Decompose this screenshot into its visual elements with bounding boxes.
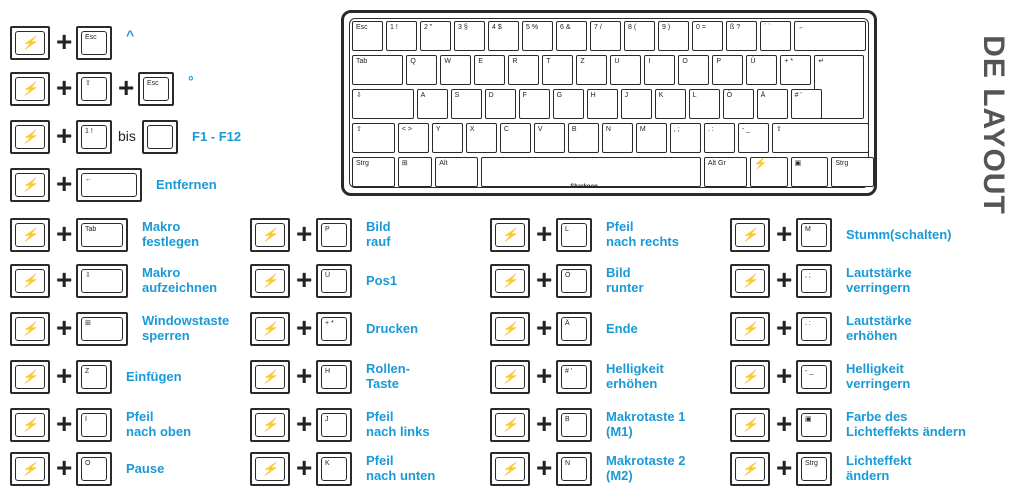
keycap [76, 218, 128, 252]
shortcut-label: Pfeil nach unten [366, 453, 436, 483]
fn-key-icon [490, 312, 530, 346]
keycap [316, 452, 352, 486]
kb-key-label: V [537, 126, 543, 133]
fn-key-icon [10, 264, 50, 298]
kb-key-label: Strg [356, 160, 369, 167]
kb-key-label: 0 = [696, 24, 706, 31]
kb-key-label: J [624, 92, 629, 99]
fn-key-icon [250, 408, 290, 442]
kb-key [519, 89, 550, 119]
kb-key-label: C [503, 126, 509, 133]
kb-key [454, 21, 485, 51]
keycap-label: ⚡ [21, 177, 39, 192]
keycap-label: ⚡ [21, 81, 39, 96]
shortcut-label: Farbe des Lichteffekts ändern [846, 409, 966, 439]
bis-text: bis [118, 128, 136, 144]
kb-key-label: N [605, 126, 611, 133]
keycap-label: P [325, 226, 330, 233]
fn-key-icon [730, 218, 770, 252]
kb-key-label: K [658, 92, 664, 99]
keycap-label: ⚡ [741, 369, 759, 384]
kb-key-label: Q [410, 58, 416, 65]
keycap [76, 452, 112, 486]
shortcut-label: Ende [606, 321, 638, 336]
keycap-label: I [85, 416, 87, 423]
keycap-label: ⚡ [501, 369, 519, 384]
kb-key [587, 89, 618, 119]
kb-key-label: < > [401, 126, 413, 133]
kb-key [417, 89, 448, 119]
shortcut-label: Lichteffekt ändern [846, 453, 912, 483]
keycap [556, 360, 592, 394]
shortcut-label: Makrotaste 1 (M1) [606, 409, 686, 439]
keycap-label: J [325, 416, 329, 423]
kb-key [352, 123, 395, 153]
kb-key [485, 89, 516, 119]
keycap [142, 120, 178, 154]
kb-key-label: . : [707, 126, 714, 133]
kb-key [466, 123, 497, 153]
keycap-label: ⚡ [741, 227, 759, 242]
kb-key-label: Ö [726, 92, 733, 99]
plus-sign: + [296, 218, 313, 249]
kb-key [386, 21, 417, 51]
keycap-label: ⚡ [21, 321, 39, 336]
plus-sign: + [56, 72, 73, 103]
kb-key [556, 21, 587, 51]
fn-key-icon [10, 26, 50, 60]
kb-key-label: 3 § [458, 24, 468, 31]
keycap [76, 312, 128, 346]
kb-key-label: F [522, 92, 527, 99]
kb-key [474, 55, 505, 85]
plus-sign: + [56, 168, 73, 199]
plus-sign: + [296, 408, 313, 439]
plus-sign: + [776, 264, 793, 295]
fn-key-icon [490, 218, 530, 252]
kb-key-label: D [488, 92, 494, 99]
kb-key-label: ⇧ [356, 126, 362, 133]
keycap-label: H [325, 368, 331, 375]
keycap-label: B [565, 416, 570, 423]
keycap [556, 218, 592, 252]
kb-key-label: , ; [673, 126, 680, 133]
keycap-label: # ' [565, 368, 573, 375]
kb-key-label: Ü [750, 58, 756, 65]
kb-key-label: U [614, 58, 620, 65]
keycap-label: ⚡ [741, 461, 759, 476]
keycap [76, 360, 112, 394]
kb-key-label: H [590, 92, 596, 99]
keycap-label: ⚡ [501, 273, 519, 288]
plus-sign: + [776, 312, 793, 343]
plus-sign: + [56, 452, 73, 483]
kb-key-label: 7 / [594, 24, 602, 31]
keycap [316, 312, 352, 346]
plus-sign: + [56, 360, 73, 391]
plus-sign: + [776, 408, 793, 439]
keycap [556, 312, 592, 346]
kb-key [432, 123, 463, 153]
shortcut-label: ° [188, 73, 194, 89]
plus-sign: + [296, 312, 313, 343]
kb-key [542, 55, 573, 85]
plus-sign: + [56, 26, 73, 57]
kb-key [670, 123, 701, 153]
shortcut-label: Lautstärke erhöhen [846, 313, 912, 343]
keycap [556, 452, 592, 486]
kb-key-label: W [444, 58, 451, 65]
fn-key-icon [730, 408, 770, 442]
shortcut-label: ^ [126, 27, 135, 43]
keycap [796, 264, 832, 298]
kb-key-label: E [478, 58, 484, 65]
shortcut-label: Helligkeit erhöhen [606, 361, 664, 391]
kb-key [398, 157, 432, 187]
kb-key [488, 21, 519, 51]
keycap-label: ⚡ [741, 321, 759, 336]
kb-key-label: ⇧ [775, 126, 782, 133]
keycap-label: ⚡ [21, 369, 39, 384]
shortcut-label: Pfeil nach rechts [606, 219, 679, 249]
kb-key [692, 21, 723, 51]
keycap-label: ⚡ [261, 417, 279, 432]
kb-key-label: S [454, 92, 460, 99]
fn-key-icon [10, 360, 50, 394]
kb-key-label: 9 ) [662, 24, 671, 31]
keycap [76, 408, 112, 442]
plus-sign: + [56, 120, 73, 151]
fn-key-icon [10, 312, 50, 346]
keycap-label: ⚡ [261, 227, 279, 242]
keycap [796, 408, 832, 442]
kb-key-label: M [639, 126, 646, 133]
plus-sign: + [56, 264, 73, 295]
shortcut-label: Bild rauf [366, 219, 391, 249]
fn-key-icon [250, 264, 290, 298]
keycap [76, 264, 128, 298]
kb-key [644, 55, 675, 85]
keycap-label: ⚡ [261, 273, 279, 288]
plus-sign: + [536, 312, 553, 343]
plus-sign: + [776, 360, 793, 391]
fn-key-icon [250, 218, 290, 252]
kb-key [352, 89, 414, 119]
kb-key-label: ß ? [730, 24, 741, 31]
kb-key-label: L [692, 92, 697, 99]
plus-sign: + [56, 312, 73, 343]
shortcut-label: Makrotaste 2 (M2) [606, 453, 686, 483]
kb-key [791, 157, 829, 187]
shortcut-label: F1 - F12 [192, 129, 242, 144]
kb-key [576, 55, 607, 85]
plus-sign: + [536, 408, 553, 439]
shortcut-label: Entfernen [156, 177, 217, 192]
keycap-label: ⊞ [85, 320, 91, 327]
keycap-label: ← [85, 176, 92, 183]
kb-key [636, 123, 667, 153]
shortcut-label: Pfeil nach oben [126, 409, 192, 439]
kb-key-label: ← [798, 24, 805, 31]
plus-sign: + [536, 360, 553, 391]
brand-logo: Sharkoon [570, 184, 598, 190]
kb-key-label: 4 $ [492, 24, 502, 31]
kb-key [723, 89, 754, 119]
plus-sign: + [536, 452, 553, 483]
kb-key [780, 55, 811, 85]
plus-sign: + [296, 360, 313, 391]
kb-key-label: - _ [741, 126, 751, 133]
fn-key-icon [490, 360, 530, 394]
kb-key [791, 89, 822, 119]
kb-key-label: Alt Gr [707, 160, 726, 167]
kb-key-label: 1 ! [390, 24, 398, 31]
kb-key [746, 55, 777, 85]
kb-key [760, 21, 791, 51]
keycap-label: 1 ! [85, 128, 93, 135]
keycap [138, 72, 174, 106]
kb-key [534, 123, 565, 153]
kb-key [757, 89, 788, 119]
kb-key-label: Ä [760, 92, 766, 99]
kb-key-label: G [556, 92, 563, 99]
fn-key-icon [10, 72, 50, 106]
keycap-label: ⚡ [741, 417, 759, 432]
kb-key-label: 5 % [526, 24, 539, 31]
keycap [316, 408, 352, 442]
fn-key-icon [730, 360, 770, 394]
kb-key [738, 123, 769, 153]
kb-key-label: R [512, 58, 518, 65]
plus-sign: + [536, 218, 553, 249]
kb-key [678, 55, 709, 85]
fn-key-icon [10, 218, 50, 252]
kb-key-label: Strg [835, 160, 849, 167]
kb-key-label: + * [784, 58, 794, 65]
kb-key-label: Tab [356, 58, 368, 65]
keycap-label: M [805, 226, 811, 233]
keycap-label: Ü [325, 272, 331, 279]
fn-key-icon [10, 408, 50, 442]
kb-key [624, 21, 655, 51]
page-title: DE LAYOUT [977, 35, 1010, 215]
keycap [76, 168, 142, 202]
shortcut-label: Pause [126, 461, 165, 476]
kb-key-label: ⇩ [356, 92, 362, 99]
fn-key-icon [490, 452, 530, 486]
keycap-label: - _ [805, 368, 814, 375]
kb-key-label: ▣ [794, 160, 802, 167]
keycap-label: ⚡ [21, 129, 39, 144]
kb-key [750, 157, 788, 187]
kb-key [568, 123, 599, 153]
shortcut-label: Makro aufzeichnen [142, 265, 218, 295]
shortcut-label: Makro festlegen [142, 219, 200, 249]
keycap [556, 264, 592, 298]
kb-key [655, 89, 686, 119]
kb-key [831, 157, 874, 187]
keycap-label: ⚡ [261, 461, 279, 476]
kb-key-label: Z [580, 58, 585, 65]
kb-key-label: ↵ [818, 58, 825, 65]
keycap [76, 26, 112, 60]
keycap-label: , ; [805, 272, 811, 279]
fn-key-icon [250, 360, 290, 394]
kb-key [398, 123, 429, 153]
fn-key-icon [250, 312, 290, 346]
plus-sign: + [56, 218, 73, 249]
keycap-label: Strg [805, 460, 818, 467]
kb-key-label: A [420, 92, 426, 99]
kb-key [352, 55, 403, 85]
keycap-label: ⚡ [21, 273, 39, 288]
kb-key-label: B [571, 126, 577, 133]
shortcut-label: Pos1 [366, 273, 398, 288]
keycap-label: ⚡ [741, 273, 759, 288]
plus-sign: + [296, 264, 313, 295]
kb-key [712, 55, 743, 85]
keycap-label: N [565, 460, 571, 467]
kb-key-label: ⊞ [401, 160, 408, 167]
keycap-label: + * [325, 320, 334, 327]
kb-key-label: I [648, 58, 651, 65]
keycap-label: Ö [565, 272, 571, 279]
shortcut-label: Drucken [366, 321, 419, 336]
shortcut-label: Einfügen [126, 369, 182, 384]
keycap-label: Ä [565, 320, 570, 327]
keycap-label: K [325, 460, 330, 467]
fn-key-icon [10, 168, 50, 202]
keycap-label: Tab [85, 226, 97, 233]
kb-key [500, 123, 531, 153]
keycap-label: ⇩ [85, 272, 91, 279]
kb-key [352, 21, 383, 51]
keycap-label: ▣ [805, 416, 812, 423]
plus-sign: + [56, 408, 73, 439]
keycap-label: ⚡ [501, 417, 519, 432]
fn-key-icon [490, 264, 530, 298]
kb-key-label: Alt [439, 160, 448, 167]
plus-sign: + [776, 452, 793, 483]
kb-key-label: Y [435, 126, 441, 133]
kb-key [621, 89, 652, 119]
keycap [316, 264, 352, 298]
kb-key [602, 123, 633, 153]
kb-key [451, 89, 482, 119]
fn-key-icon [730, 312, 770, 346]
keycap [76, 72, 112, 106]
kb-key [689, 89, 720, 119]
kb-key-label: T [546, 58, 551, 65]
fn-key-icon [490, 408, 530, 442]
kb-key [658, 21, 689, 51]
kb-key [435, 157, 478, 187]
keycap [796, 218, 832, 252]
kb-key [553, 89, 584, 119]
keycap-label: ⇧ [85, 80, 91, 87]
keycap-label: L [565, 226, 569, 233]
keycap-label: Esc [147, 80, 159, 87]
shortcut-label: Bild runter [606, 265, 644, 295]
kb-key [814, 55, 864, 119]
plus-sign: + [296, 452, 313, 483]
kb-key-label: X [469, 126, 475, 133]
keycap [76, 120, 112, 154]
keycap-label: Z [85, 368, 90, 375]
kb-key-label: 6 & [560, 24, 571, 31]
kb-key [590, 21, 621, 51]
keycap [316, 218, 352, 252]
kb-key [610, 55, 641, 85]
kb-key-label: # ' [794, 92, 802, 99]
kb-key-label: ⚡ [753, 158, 768, 170]
keycap [796, 452, 832, 486]
shortcut-label: Rollen- Taste [366, 361, 411, 391]
keyboard-diagram [341, 10, 877, 196]
fn-key-icon [250, 452, 290, 486]
keycap-label: ⚡ [501, 461, 519, 476]
kb-key [522, 21, 553, 51]
kb-key [508, 55, 539, 85]
keycap-label: ⚡ [501, 321, 519, 336]
keycap [796, 360, 832, 394]
kb-key [772, 123, 869, 153]
kb-key [704, 157, 747, 187]
kb-key [794, 21, 866, 51]
keycap-label: ⚡ [261, 369, 279, 384]
kb-key [406, 55, 437, 85]
shortcut-label: Helligkeit verringern [846, 361, 911, 391]
keycap-label: O [85, 460, 91, 467]
kb-key-label: P [716, 58, 722, 65]
plus-sign: + [776, 218, 793, 249]
fn-key-icon [730, 452, 770, 486]
keycap-label: ⚡ [21, 417, 39, 432]
keycap-label: ⚡ [21, 35, 39, 50]
plus-sign: + [536, 264, 553, 295]
shortcut-label: Lautstärke verringern [846, 265, 912, 295]
keycap [556, 408, 592, 442]
fn-key-icon [10, 452, 50, 486]
kb-key [726, 21, 757, 51]
shortcut-label: Stumm(schalten) [846, 227, 952, 242]
keycap-label: . : [805, 320, 811, 327]
kb-key-label: O [682, 58, 688, 65]
fn-key-icon [730, 264, 770, 298]
keycap-label: ⚡ [21, 461, 39, 476]
kb-key-label: 8 ( [628, 24, 637, 31]
kb-key [440, 55, 471, 85]
keycap-label: ⚡ [501, 227, 519, 242]
shortcut-label: Windowstaste sperren [142, 313, 230, 343]
kb-key-label: Esc [356, 24, 368, 31]
keycap-label: ⚡ [261, 321, 279, 336]
kb-key-label: ´ ` [764, 24, 771, 31]
keycap [316, 360, 352, 394]
kb-key [481, 157, 701, 187]
kb-key [352, 157, 395, 187]
plus-sign: + [118, 72, 135, 103]
kb-key [704, 123, 735, 153]
kb-key-label: 2 " [424, 24, 433, 31]
kb-key [420, 21, 451, 51]
fn-key-icon [10, 120, 50, 154]
shortcut-label: Pfeil nach links [366, 409, 430, 439]
keycap-label: Esc [85, 34, 97, 41]
keycap-label: ⚡ [21, 227, 39, 242]
keycap [796, 312, 832, 346]
